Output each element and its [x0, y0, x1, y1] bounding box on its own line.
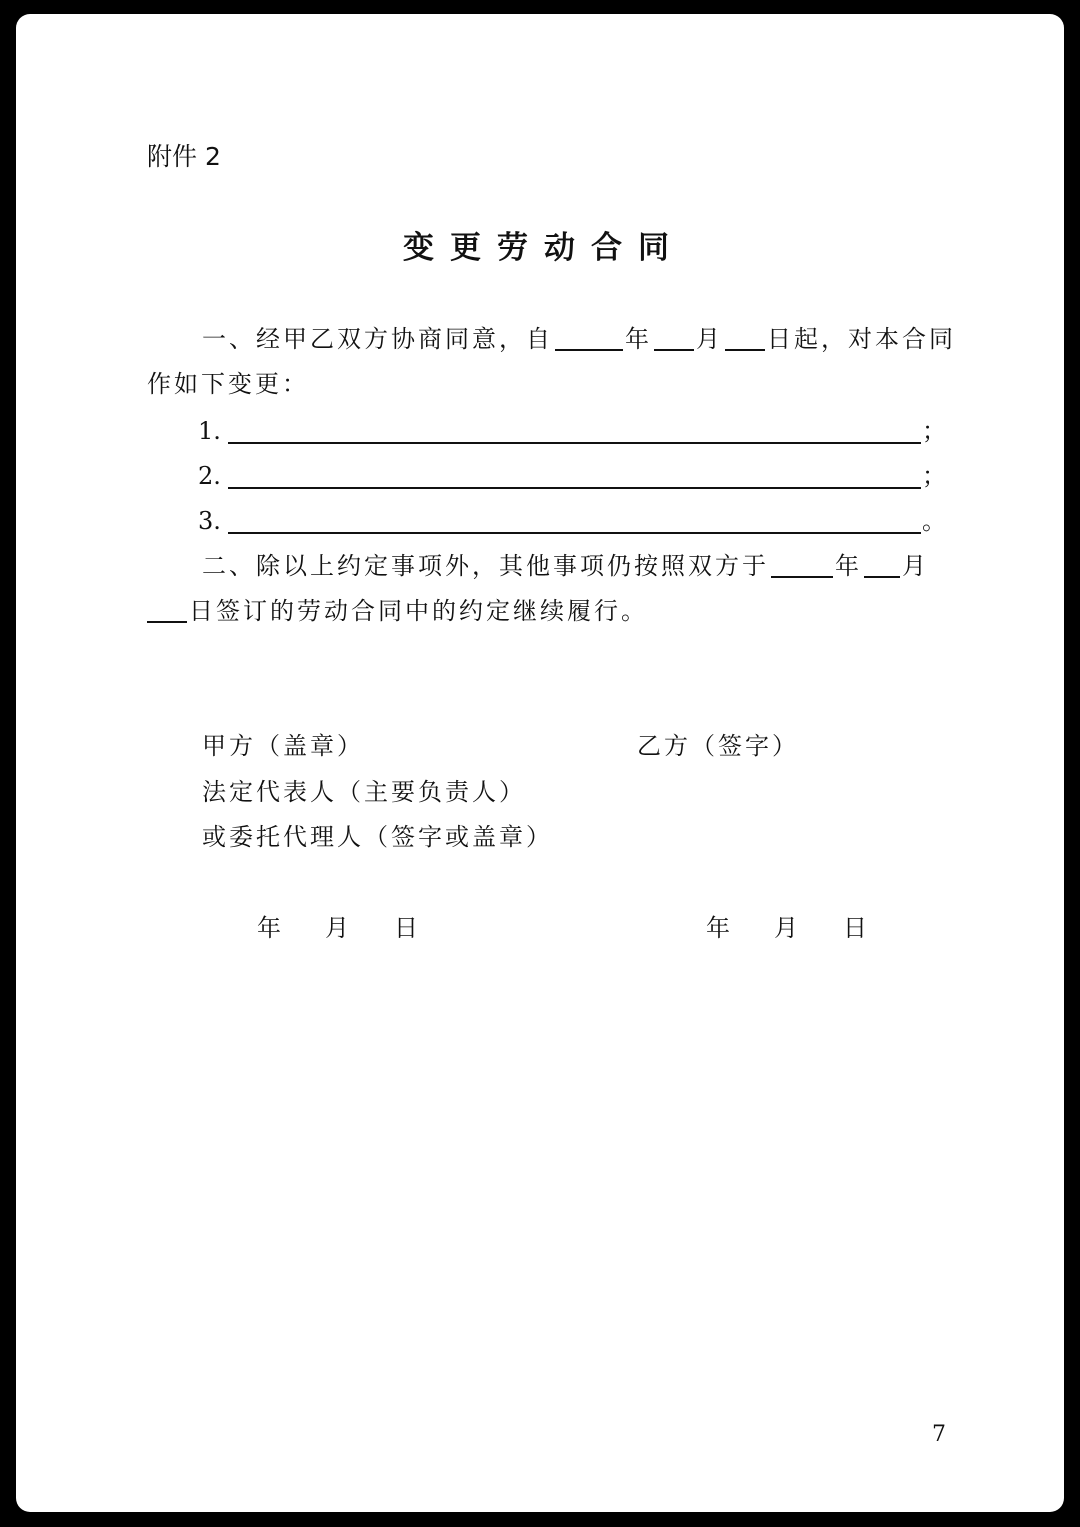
item-number: 1. — [198, 417, 221, 445]
authorized-agent: 或委托代理人（签字或盖章） — [202, 823, 553, 851]
party-a-seal: 甲方（盖章） — [202, 732, 364, 760]
party-a-date-day: 日 — [394, 914, 418, 942]
clause-two-year: 年 — [835, 552, 862, 580]
month-blank[interactable] — [654, 323, 694, 351]
clause-one-line-1 — [202, 323, 956, 355]
change-item-1 — [198, 415, 946, 447]
item-punctuation: ； — [922, 462, 946, 490]
item-blank-line[interactable] — [228, 532, 921, 534]
clause-two-text-end: 日签订的劳动合同中的约定继续履行。 — [189, 597, 648, 625]
party-b-signature: 乙方（签字） — [637, 732, 799, 760]
year-blank[interactable] — [555, 323, 623, 351]
clause-two-line-2 — [147, 595, 648, 627]
item-number: 3. — [198, 507, 221, 535]
clause-one-month: 月 — [696, 325, 723, 353]
party-b-date-month: 月 — [774, 914, 798, 942]
clause-two-line-1 — [202, 550, 929, 582]
clause-one-text: 一、经甲乙双方协商同意，自 — [202, 325, 553, 353]
year-blank[interactable] — [771, 550, 833, 578]
attachment-label: 附件 2 — [147, 142, 221, 171]
item-punctuation: ； — [922, 417, 946, 445]
day-blank[interactable] — [725, 323, 765, 351]
clause-two-text: 二、除以上约定事项外，其他事项仍按照双方于 — [202, 552, 769, 580]
month-blank[interactable] — [864, 550, 900, 578]
legal-representative: 法定代表人（主要负责人） — [202, 778, 526, 806]
item-number: 2. — [198, 462, 221, 490]
clause-one-year: 年 — [625, 325, 652, 353]
item-punctuation: 。 — [922, 507, 946, 535]
clause-two-month: 月 — [902, 552, 929, 580]
item-blank-line[interactable] — [228, 487, 921, 489]
party-b-date-day: 日 — [843, 914, 867, 942]
party-a-date-year: 年 — [257, 914, 281, 942]
clause-one-line-2: 作如下变更： — [147, 370, 309, 398]
page-number: 7 — [932, 1422, 946, 1447]
day-blank[interactable] — [147, 595, 187, 623]
clause-one-text-end: 日起，对本合同 — [767, 325, 956, 353]
change-item-3 — [198, 505, 946, 537]
change-item-2 — [198, 460, 946, 492]
party-b-date-year: 年 — [706, 914, 730, 942]
party-a-date-month: 月 — [325, 914, 349, 942]
document-title: 变更劳动合同 — [403, 230, 685, 266]
item-blank-line[interactable] — [228, 442, 921, 444]
